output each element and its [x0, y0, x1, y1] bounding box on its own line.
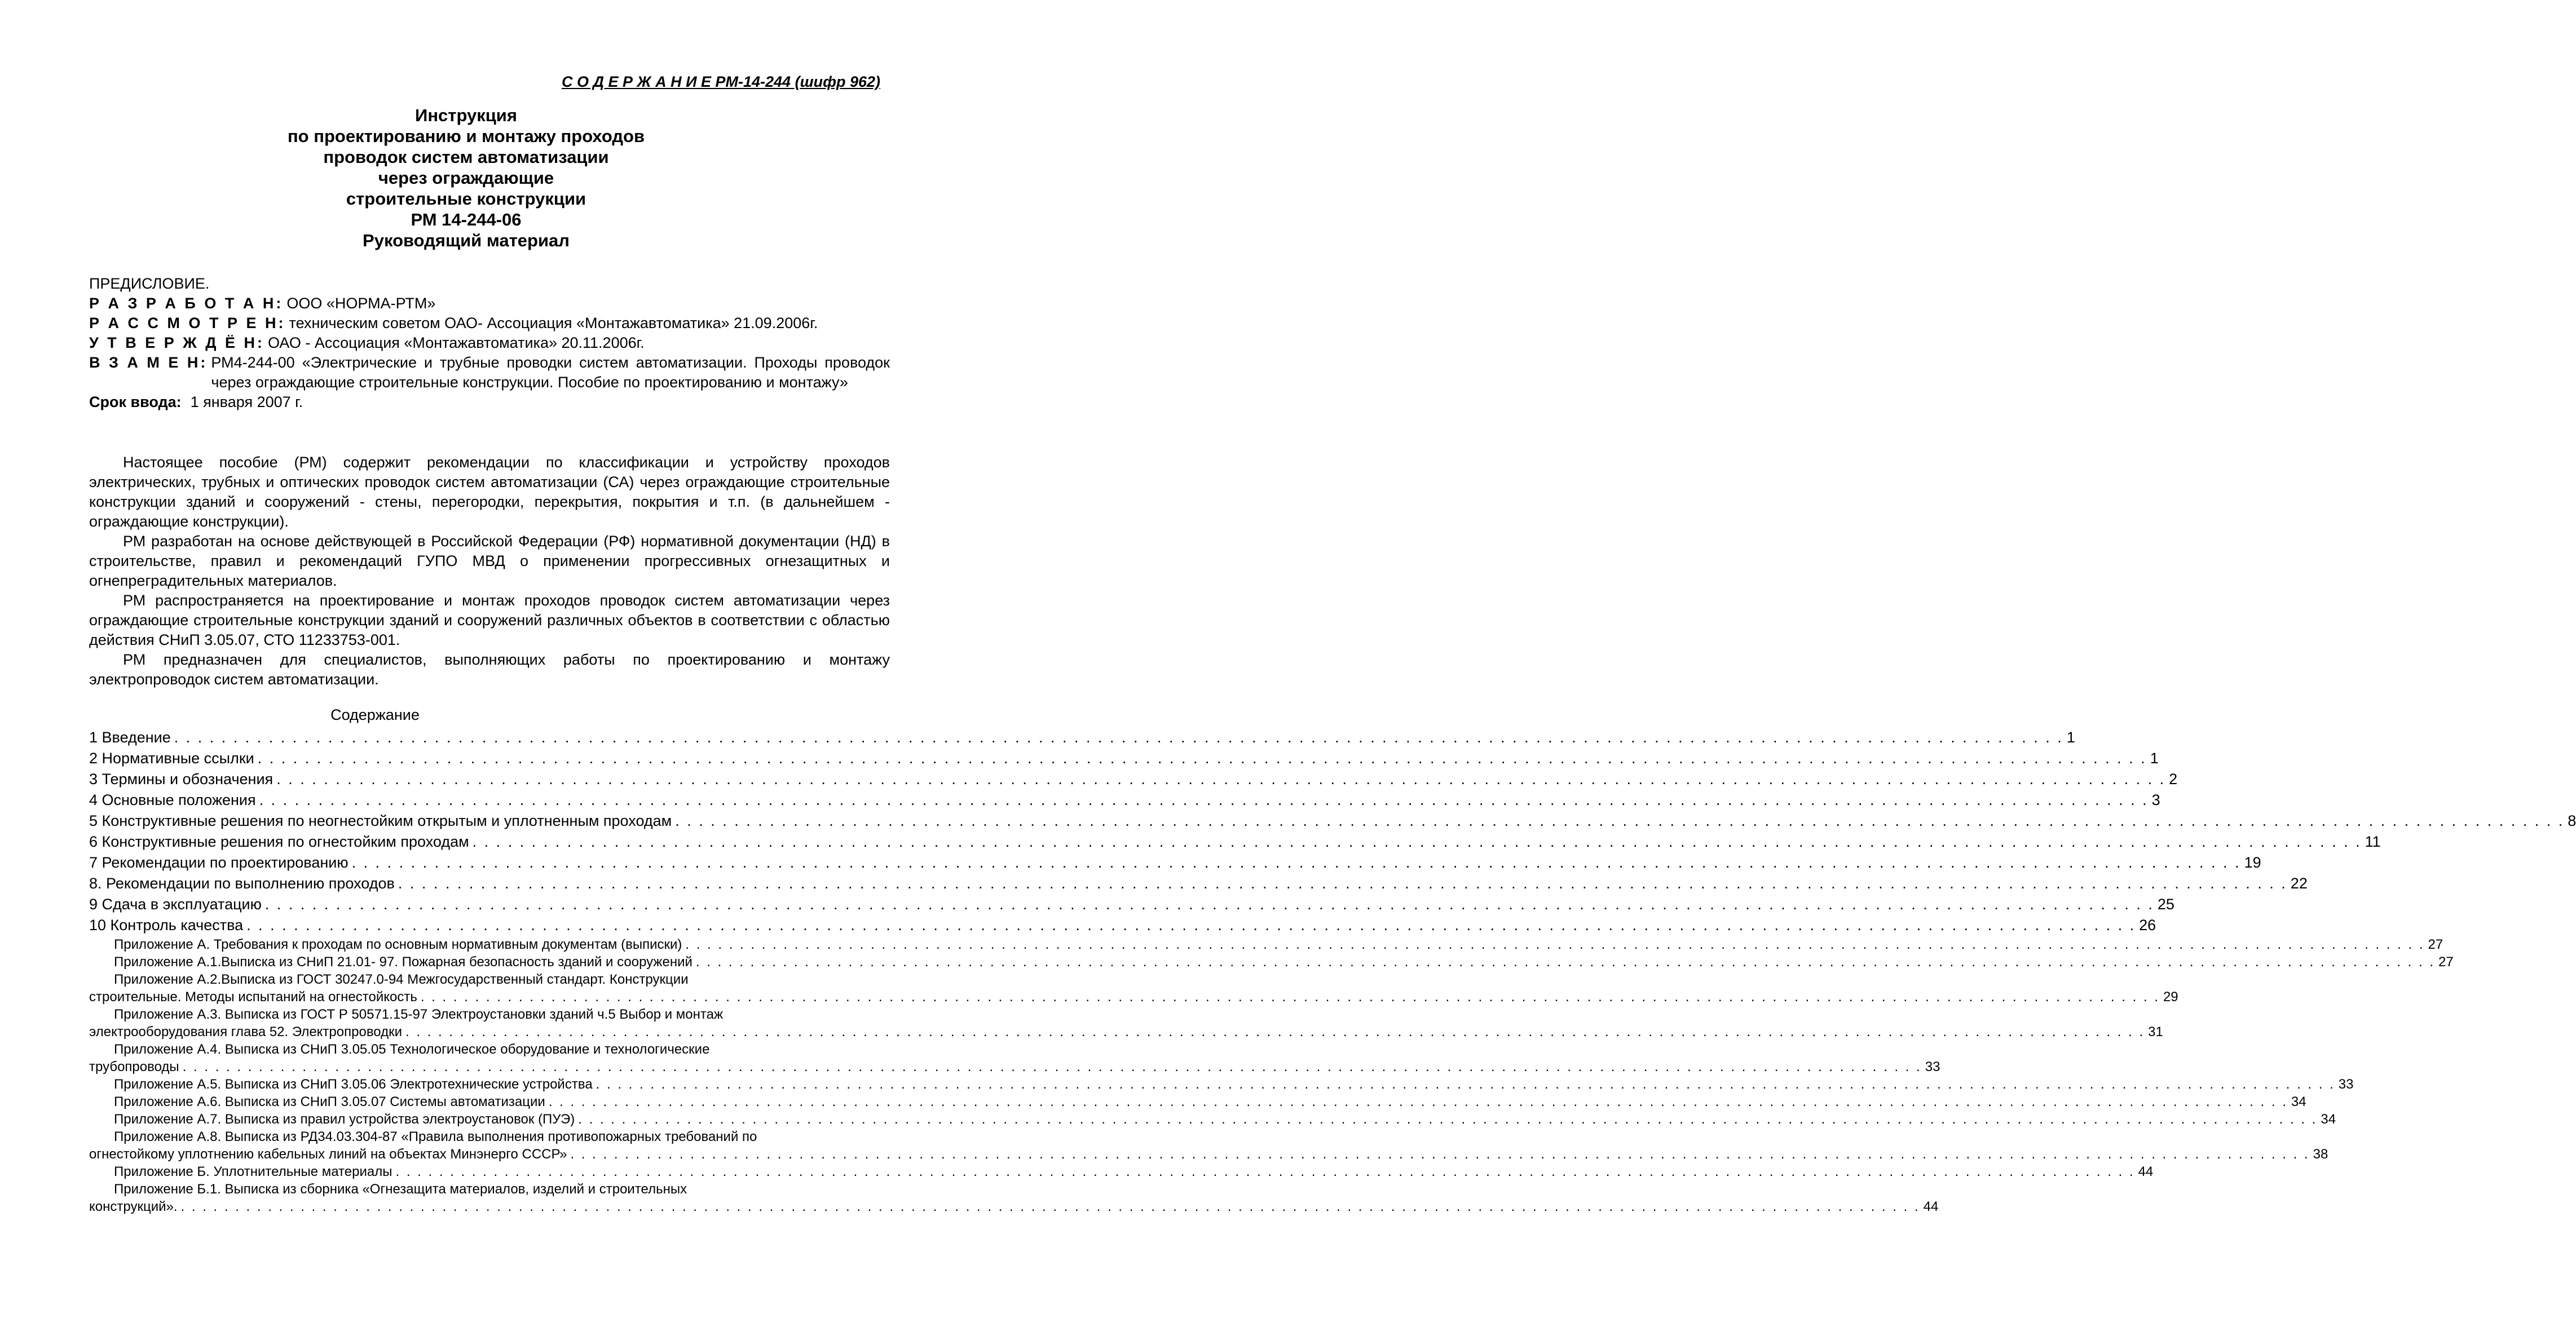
toc-leader-dots: . . . . . . . . . . . . . . . . . . . . . . . . . . . . . . . . . . . . . . . . . . . . . . . . . . . . . . . . . . . . . . . . . . . . . . . . . . . . . . . . . . . . . . . . . . . . . . . . . . . . . . . . . . . . . . . . . . . . . . . . . . . . . . . . . . . . . . . . . . . . . . . . . . . . . . . . . . . . . . . . [180, 1199, 1920, 1214]
toc-entry-page: 1 [2066, 729, 2075, 746]
effective-label: Срок ввода: [89, 393, 182, 410]
toc-appendix-title: Приложение Б. Уплотнительные материалы [114, 1164, 392, 1179]
toc-entry-page: 33 [2338, 1077, 2354, 1092]
toc-entry-page: 8 [2568, 812, 2576, 829]
document-title [0, 105, 932, 251]
document-cipher-header: С О Д Е Р Ж А Н И Е РМ-14-244 (шифр 962) [562, 73, 880, 90]
toc-leader-dots: . . . . . . . . . . . . . . . . . . . . . . . . . . . . . . . . . . . . . . . . . . . . . . . . . . . . . . . . . . . . . . . . . . . . . . . . . . . . . . . . . . . . . . . . . . . . . . . . . . . . . . . . . . . . . . . . . . . . . . . . . . . . . . . . . . . . . . . . . . . . . . . . . . . . . . . . . . . . . . . . [257, 750, 2147, 767]
toc-appendix-entry [89, 953, 2454, 971]
toc-appendix-entry [89, 936, 2443, 953]
toc-leader-dots: . . . . . . . . . . . . . . . . . . . . . . . . . . . . . . . . . . . . . . . . . . . . . . . . . . . . . . . . . . . . . . . . . . . . . . . . . . . . . . . . . . . . . . . . . . . . . . . . . . . . . . . . . . . . . . . . . . . . . . . . . . . . . . . . . . . . . . . . . . . . . . . . . . . . . . . . . . . . . . . . [264, 896, 2154, 913]
toc-leader-dots: . . . . . . . . . . . . . . . . . . . . . . . . . . . . . . . . . . . . . . . . . . . . . . . . . . . . . . . . . . . . . . . . . . . . . . . . . . . . . . . . . . . . . . . . . . . . . . . . . . . . . . . . . . . . . . . . . . . . . . . . . . . . . . . . . . . . . . . . . . . . . . . . . . . . . . . . . . . . . . . . [351, 854, 2241, 871]
toc-appendix-entry [89, 1041, 1940, 1076]
approved-label: У Т В Е Р Ж Д Ё Н: [89, 334, 265, 351]
toc-leader-dots: . . . . . . . . . . . . . . . . . . . . . . . . . . . . . . . . . . . . . . . . . . . . . . . . . . . . . . . . . . . . . . . . . . . . . . . . . . . . . . . . . . . . . . . . . . . . . . . . . . . . . . . . . . . . . . . . . . . . . . . . . . . . . . . . . . . . . . . . . . . . . . . . . . . . . . . . . . . . . . . . [395, 1164, 2135, 1179]
toc-entry-page: 44 [2138, 1164, 2154, 1179]
toc-leader-dots: . . . . . . . . . . . . . . . . . . . . . . . . . . . . . . . . . . . . . . . . . . . . . . . . . . . . . . . . . . . . . . . . . . . . . . . . . . . . . . . . . . . . . . . . . . . . . . . . . . . . . . . . . . . . . . . . . . . . . . . . . . . . . . . . . . . . . . . . . . . . . . . . . . . . . . . . . . . . . . . . [596, 1077, 2335, 1092]
toc-entry-page: 22 [2290, 875, 2308, 892]
developed-label: Р А З Р А Б О Т А Н: [89, 295, 284, 312]
title-line: Инструкция [415, 105, 517, 125]
toc-heading: Содержание [330, 706, 420, 723]
toc-appendix-line [89, 1058, 1940, 1076]
toc-appendix-title: Приложение А.2.Выписка из ГОСТ 30247.0-94 Межгосударственный стандарт. Конструкции [114, 972, 689, 987]
toc-appendix-title-cont: трубопроводы [89, 1059, 179, 1074]
approved-value: ОАО - Ассоциация «Монтажавтоматика» 20.11.2006г. [268, 334, 645, 351]
toc-entry-page: 34 [2291, 1094, 2306, 1109]
toc-appendix-line [89, 1023, 2163, 1041]
toc-entry [89, 894, 2174, 915]
toc-appendix-entry [89, 1076, 2354, 1093]
toc-entry-page: 3 [2151, 791, 2160, 808]
toc-leader-dots: . . . . . . . . . . . . . . . . . . . . . . . . . . . . . . . . . . . . . . . . . . . . . . . . . . . . . . . . . . . . . . . . . . . . . . . . . . . . . . . . . . . . . . . . . . . . . . . . . . . . . . . . . . . . . . . . . . . . . . . . . . . . . . . . . . . . . . . . . . . . . . . . . . . . . . . . . . . . . . . . [182, 1059, 1922, 1074]
toc-leader-dots: . . . . . . . . . . . . . . . . . . . . . . . . . . . . . . . . . . . . . . . . . . . . . . . . . . . . . . . . . . . . . . . . . . . . . . . . . . . . . . . . . . . . . . . . . . . . . . . . . . . . . . . . . . . . . . . . . . . . . . . . . . . . . . . . . . . . . . . . . . . . . . . . . . . . . . . . . . . . . . . . [246, 917, 2136, 934]
toc-leader-dots: . . . . . . . . . . . . . . . . . . . . . . . . . . . . . . . . . . . . . . . . . . . . . . . . . . . . . . . . . . . . . . . . . . . . . . . . . . . . . . . . . . . . . . . . . . . . . . . . . . . . . . . . . . . . . . . . . . . . . . . . . . . . . . . . . . . . . . . . . . . . . . . . . . . . . . . . . . . . . . . . [259, 791, 2149, 808]
developed-value: ООО «НОРМА-РТМ» [286, 295, 436, 312]
toc-appendix-title: Приложение А.6. Выписка из СНиП 3.05.07 Системы автоматизации [114, 1094, 545, 1109]
toc-entry-page: 1 [2150, 750, 2159, 767]
preface-label: ПРЕДИСЛОВИЕ. [89, 275, 210, 292]
toc-entry [89, 832, 2381, 852]
toc-entry [89, 915, 2156, 936]
toc-appendix-entry [89, 1006, 2163, 1041]
toc-entry-title: 1 Введение [89, 729, 171, 746]
title-line: проводок систем автоматизации [323, 147, 609, 167]
toc-leader-dots: . . . . . . . . . . . . . . . . . . . . . . . . . . . . . . . . . . . . . . . . . . . . . . . . . . . . . . . . . . . . . . . . . . . . . . . . . . . . . . . . . . . . . . . . . . . . . . . . . . . . . . . . . . . . . . . . . . . . . . . . . . . . . . . . . . . . . . . . . . . . . . . . . . . . . . . . . . . . . . . . [398, 875, 2287, 892]
toc-appendix-title-cont: электрооборудования глава 52. Электропроводки [89, 1024, 403, 1040]
toc-appendix-entry [89, 1128, 2328, 1163]
toc-entry [89, 769, 2178, 790]
toc-appendix-title: Приложение А.7. Выписка из правил устройства электроустановок (ПУЭ) [114, 1112, 575, 1127]
body-paragraph: РМ разработан на основе действующей в Российской Федерации (РФ) нормативной документации (НД) в строительстве, правил и рекомендаций ГУПО МВД о применении прогрессивных огнезащитных и огнепреградительных материалов. [89, 533, 890, 589]
toc-entry [89, 790, 2160, 811]
document-meta [89, 274, 890, 412]
toc-appendix-title: Приложение А.5. Выписка из СНиП 3.05.06 Электротехнические устройства [114, 1077, 593, 1092]
table-of-contents [89, 727, 2576, 1215]
toc-entry-page: 11 [2365, 833, 2381, 850]
toc-entry-title: 10 Контроль качества [89, 917, 244, 934]
toc-appendix-title: Приложение А.1.Выписка из СНиП 21.01- 97. Пожарная безопасность зданий и сооружений [114, 954, 692, 970]
effective-value: 1 января 2007 г. [190, 393, 303, 410]
toc-appendix-line [89, 988, 2178, 1006]
toc-appendix-entry [89, 971, 2178, 1006]
replaced-value: РМ4-244-00 «Электрические и трубные проводки систем автоматизации. Проходы проводок через ограждающие строительные конструкции. Пособие по проектированию и монтажу» [211, 354, 890, 391]
body-paragraph: РМ предназначен для специалистов, выполняющих работы по проектированию и монтажу электропроводок систем автоматизации. [89, 651, 890, 688]
toc-leader-dots: . . . . . . . . . . . . . . . . . . . . . . . . . . . . . . . . . . . . . . . . . . . . . . . . . . . . . . . . . . . . . . . . . . . . . . . . . . . . . . . . . . . . . . . . . . . . . . . . . . . . . . . . . . . . . . . . . . . . . . . . . . . . . . . . . . . . . . . . . . . . . . . . . . . . . . . . . . . . . . . . [578, 1112, 2318, 1127]
toc-entry-page: 34 [2321, 1112, 2336, 1127]
reviewed-label: Р А С С М О Т Р Е Н: [89, 315, 286, 331]
toc-appendix-line [89, 1145, 2328, 1163]
toc-entry [89, 748, 2159, 769]
toc-entry-page: 25 [2157, 896, 2174, 913]
toc-entry-page: 38 [2313, 1147, 2328, 1162]
toc-leader-dots: . . . . . . . . . . . . . . . . . . . . . . . . . . . . . . . . . . . . . . . . . . . . . . . . . . . . . . . . . . . . . . . . . . . . . . . . . . . . . . . . . . . . . . . . . . . . . . . . . . . . . . . . . . . . . . . . . . . . . . . . . . . . . . . . . . . . . . . . . . . . . . . . . . . . . . . . . . . . . . . . [174, 729, 2063, 746]
title-line: РМ 14-244-06 [411, 210, 522, 229]
toc-entry [89, 727, 2075, 748]
toc-entry-page: 33 [1925, 1059, 1940, 1074]
toc-leader-dots: . . . . . . . . . . . . . . . . . . . . . . . . . . . . . . . . . . . . . . . . . . . . . . . . . . . . . . . . . . . . . . . . . . . . . . . . . . . . . . . . . . . . . . . . . . . . . . . . . . . . . . . . . . . . . . . . . . . . . . . . . . . . . . . . . . . . . . . . . . . . . . . . . . . . . . . . . . . . . . . . [548, 1094, 2288, 1109]
toc-entry-page: 27 [2438, 954, 2454, 970]
body-paragraph: Настоящее пособие (РМ) содержит рекомендации по классификации и устройству проходов электрических, трубных и оптических проводок систем автоматизации (СА) через ограждающие строительные конструкции зданий и сооружений - стены, перегородки, перекрытия, покрытия и т.п. (в дальнейшем - ограждающие конструкции). [89, 454, 890, 530]
toc-entry-page: 26 [2139, 917, 2156, 934]
toc-leader-dots: . . . . . . . . . . . . . . . . . . . . . . . . . . . . . . . . . . . . . . . . . . . . . . . . . . . . . . . . . . . . . . . . . . . . . . . . . . . . . . . . . . . . . . . . . . . . . . . . . . . . . . . . . . . . . . . . . . . . . . . . . . . . . . . . . . . . . . . . . . . . . . . . . . . . . . . . . . . . . . . . [276, 771, 2166, 788]
approved-row [89, 333, 890, 353]
toc-appendix-entry [89, 1163, 2154, 1180]
document-body [89, 453, 890, 689]
toc-entry-title: 9 Сдача в эксплуатацию [89, 896, 262, 913]
toc-appendix-title-cont: огнестойкому уплотнению кабельных линий на объектах Минэнерго СССР» [89, 1147, 567, 1162]
toc-entry-title: 5 Конструктивные решения по неогнестойким открытым и уплотненным проходам [89, 812, 672, 829]
toc-leader-dots: . . . . . . . . . . . . . . . . . . . . . . . . . . . . . . . . . . . . . . . . . . . . . . . . . . . . . . . . . . . . . . . . . . . . . . . . . . . . . . . . . . . . . . . . . . . . . . . . . . . . . . . . . . . . . . . . . . . . . . . . . . . . . . . . . . . . . . . . . . . . . . . . . . . . . . . . . . . . . . . . [675, 812, 2565, 829]
toc-appendix-title: Приложение А.8. Выписка из РД34.03.304-87 «Правила выполнения противопожарных требований по [114, 1129, 757, 1144]
toc-leader-dots: . . . . . . . . . . . . . . . . . . . . . . . . . . . . . . . . . . . . . . . . . . . . . . . . . . . . . . . . . . . . . . . . . . . . . . . . . . . . . . . . . . . . . . . . . . . . . . . . . . . . . . . . . . . . . . . . . . . . . . . . . . . . . . . . . . . . . . . . . . . . . . . . . . . . . . . . . . . . . . . . [472, 833, 2362, 850]
toc-entry-page: 44 [1923, 1199, 1939, 1214]
toc-leader-dots: . . . . . . . . . . . . . . . . . . . . . . . . . . . . . . . . . . . . . . . . . . . . . . . . . . . . . . . . . . . . . . . . . . . . . . . . . . . . . . . . . . . . . . . . . . . . . . . . . . . . . . . . . . . . . . . . . . . . . . . . . . . . . . . . . . . . . . . . . . . . . . . . . . . . . . . . . . . . . . . . [570, 1147, 2310, 1162]
reviewed-value: техническим советом ОАО- Ассоциация «Монтажавтоматика» 21.09.2006г. [289, 315, 818, 331]
toc-appendix-title-cont: конструкций». [89, 1199, 178, 1214]
toc-leader-dots: . . . . . . . . . . . . . . . . . . . . . . . . . . . . . . . . . . . . . . . . . . . . . . . . . . . . . . . . . . . . . . . . . . . . . . . . . . . . . . . . . . . . . . . . . . . . . . . . . . . . . . . . . . . . . . . . . . . . . . . . . . . . . . . . . . . . . . . . . . . . . . . . . . . . . . . . . . . . . . . . [420, 989, 2160, 1005]
toc-entry-title: 2 Нормативные ссылки [89, 750, 254, 767]
replaced-label: В З А М Е Н: [89, 354, 208, 371]
toc-entry-page: 19 [2244, 854, 2261, 871]
toc-leader-dots: . . . . . . . . . . . . . . . . . . . . . . . . . . . . . . . . . . . . . . . . . . . . . . . . . . . . . . . . . . . . . . . . . . . . . . . . . . . . . . . . . . . . . . . . . . . . . . . . . . . . . . . . . . . . . . . . . . . . . . . . . . . . . . . . . . . . . . . . . . . . . . . . . . . . . . . . . . . . . . . . [695, 954, 2435, 970]
effective-row [89, 392, 890, 412]
title-line: через ограждающие [378, 168, 554, 188]
developed-row [89, 294, 890, 313]
toc-leader-dots: . . . . . . . . . . . . . . . . . . . . . . . . . . . . . . . . . . . . . . . . . . . . . . . . . . . . . . . . . . . . . . . . . . . . . . . . . . . . . . . . . . . . . . . . . . . . . . . . . . . . . . . . . . . . . . . . . . . . . . . . . . . . . . . . . . . . . . . . . . . . . . . . . . . . . . . . . . . . . . . . [685, 937, 2425, 952]
toc-entry-title: 7 Рекомендации по проектированию [89, 854, 349, 871]
toc-entry-page: 29 [2163, 989, 2178, 1005]
title-line: строительные конструкции [346, 189, 586, 209]
toc-entry-title: 8. Рекомендации по выполнению проходов [89, 875, 395, 892]
toc-leader-dots: . . . . . . . . . . . . . . . . . . . . . . . . . . . . . . . . . . . . . . . . . . . . . . . . . . . . . . . . . . . . . . . . . . . . . . . . . . . . . . . . . . . . . . . . . . . . . . . . . . . . . . . . . . . . . . . . . . . . . . . . . . . . . . . . . . . . . . . . . . . . . . . . . . . . . . . . . . . . . . . . [405, 1024, 2145, 1040]
toc-entry-page: 31 [2148, 1024, 2163, 1040]
toc-appendix-title: Приложение А.4. Выписка из СНиП 3.05.05 Технологическое оборудование и технологические [114, 1042, 710, 1057]
toc-appendix-entry [89, 1111, 2336, 1128]
title-line: Руководящий материал [363, 231, 570, 250]
toc-appendix-title-cont: строительные. Методы испытаний на огнестойкость [89, 989, 417, 1005]
body-paragraph: РМ распространяется на проектирование и монтаж проходов проводок систем автоматизации через ограждающие строительные конструкции зданий и сооружений различных объектов в соответствии с областью действия СНиП 3.05.07, СТО 11233753-001. [89, 592, 890, 648]
toc-entry-title: 3 Термины и обозначения [89, 771, 274, 788]
toc-appendix-title: Приложение А. Требования к проходам по основным нормативным документам (выписки) [114, 937, 682, 952]
toc-appendix-entry [89, 1180, 1939, 1215]
preface-heading [89, 274, 890, 294]
toc-entry-title: 6 Конструктивные решения по огнестойким проходам [89, 833, 469, 850]
reviewed-row [89, 313, 890, 333]
toc-entry [89, 811, 2576, 832]
toc-entry-page: 2 [2169, 771, 2178, 788]
title-line: по проектированию и монтажу проходов [287, 126, 645, 146]
toc-entry [89, 852, 2261, 873]
toc-entry-title: 4 Основные положения [89, 791, 256, 808]
toc-entry [89, 873, 2308, 894]
toc-appendix-entry [89, 1093, 2306, 1111]
toc-entry-page: 27 [2428, 937, 2443, 952]
replaced-row [89, 353, 890, 392]
toc-appendix-title: Приложение А.3. Выписка из ГОСТ Р 50571.15-97 Электроустановки зданий ч.5 Выбор и монтаж [114, 1007, 724, 1022]
toc-appendix-line [89, 1198, 1939, 1215]
toc-appendix-title: Приложение Б.1. Выписка из сборника «Огнезащита материалов, изделий и строительных [114, 1182, 687, 1197]
